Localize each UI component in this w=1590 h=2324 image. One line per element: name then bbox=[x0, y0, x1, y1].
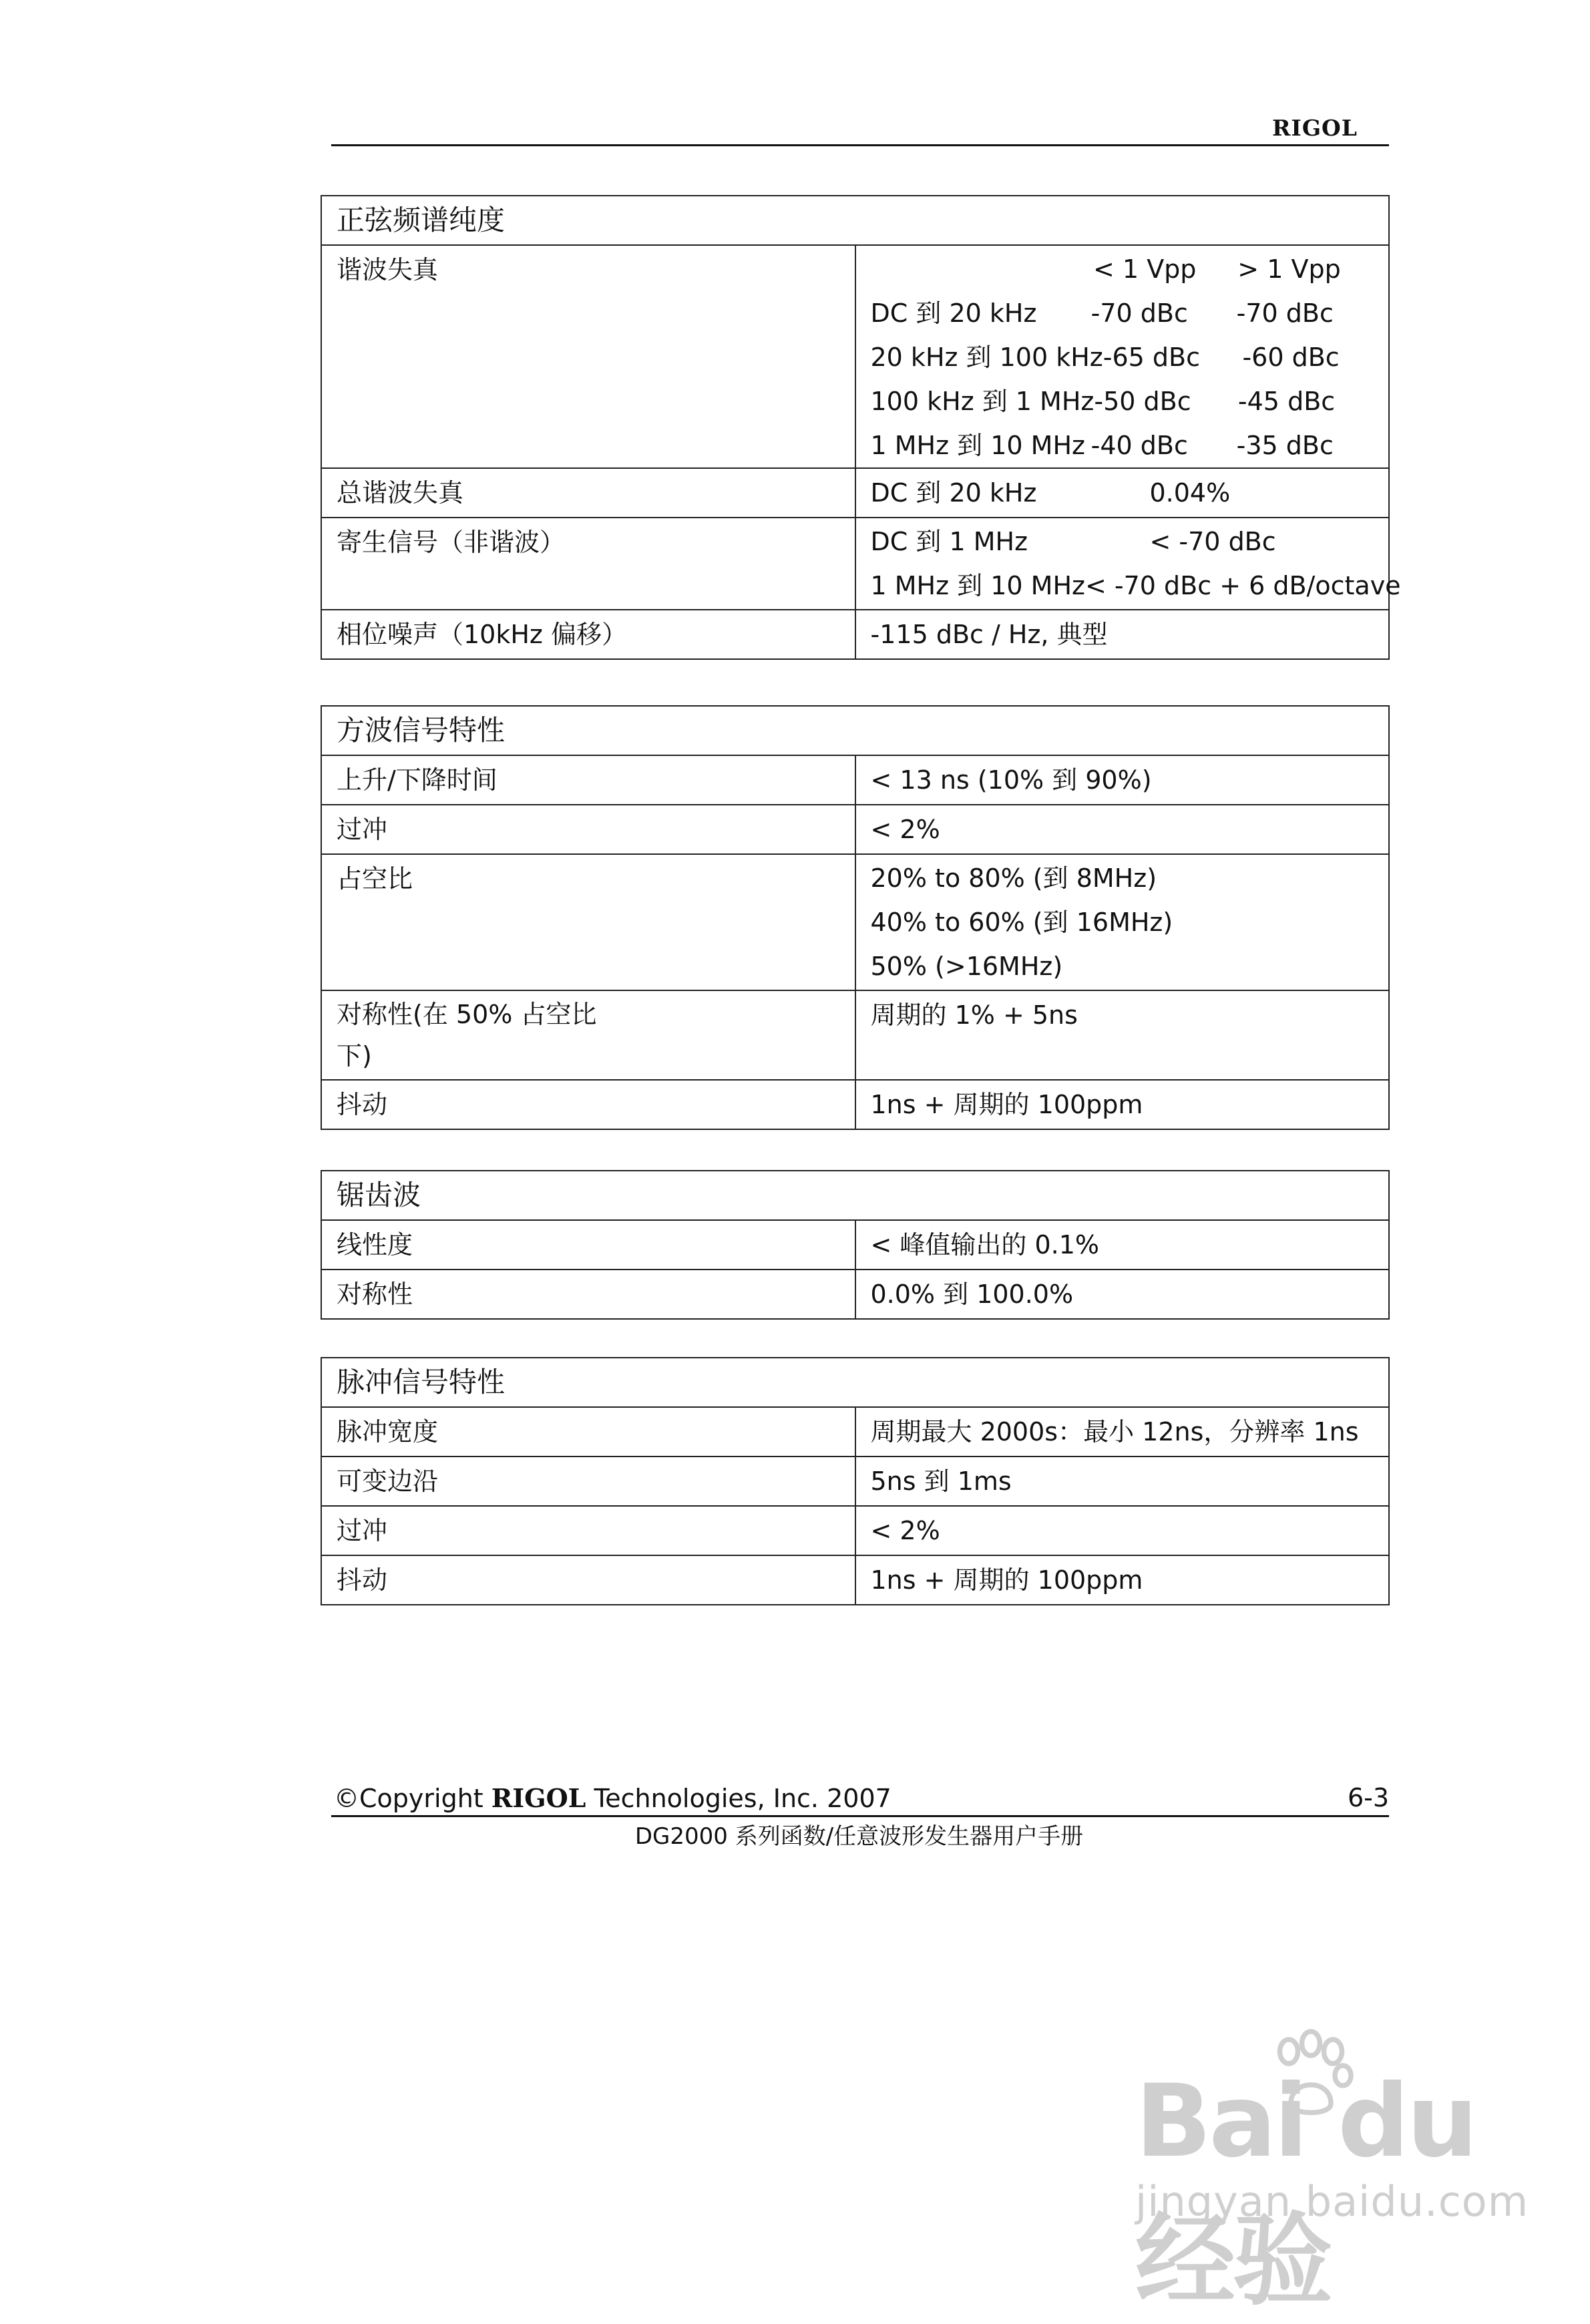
harmonic-distortion-label: 谐波失真 bbox=[321, 245, 855, 468]
copyright-brand: RIGOL bbox=[491, 1783, 586, 1813]
pulse-width-label: 脉冲宽度 bbox=[321, 1407, 855, 1457]
duty-cycle-label: 占空比 bbox=[321, 854, 855, 990]
ramp-symmetry-value: 0.0% 到 100.0% bbox=[855, 1270, 1390, 1319]
copyright-notice: ©Copyright RIGOL Technologies, Inc. 2007 bbox=[334, 1783, 891, 1813]
spurious-row: DC 到 1 MHz < -70 dBc bbox=[870, 527, 1276, 556]
table-title: 脉冲信号特性 bbox=[321, 1358, 1389, 1407]
duty-cycle-values: 20% to 80% (到 8MHz) 40% to 60% (到 16MHz) 50% (>16MHz) bbox=[855, 854, 1390, 990]
spurious-values bbox=[855, 518, 1401, 610]
square-wave-table bbox=[321, 705, 1390, 1130]
symmetry-label: 对称性(在 50% 占空比 下) bbox=[321, 990, 855, 1080]
ramp-table bbox=[321, 1170, 1390, 1320]
linearity-value: < 峰值输出的 0.1% bbox=[855, 1220, 1390, 1270]
overshoot-label: 过冲 bbox=[321, 805, 855, 854]
sine-spectral-purity-table bbox=[321, 195, 1401, 660]
table-title: 方波信号特性 bbox=[321, 706, 1389, 755]
pulse-jitter-value: 1ns + 周期的 100ppm bbox=[855, 1555, 1390, 1605]
phase-noise-value: -115 dBc / Hz, 典型 bbox=[855, 610, 1390, 659]
thd-label: 总谐波失真 bbox=[321, 468, 855, 518]
watermark-site: jingyan.baidu.com bbox=[1135, 2177, 1529, 2226]
harmonic-row: 20 kHz 到 100 kHz -65 dBc -60 dBc bbox=[870, 343, 1340, 372]
pulse-overshoot-value: < 2% bbox=[855, 1506, 1390, 1555]
baidu-watermark bbox=[1135, 2023, 1549, 2319]
manual-title: DG2000 系列函数/任意波形发生器用户手册 bbox=[634, 1823, 1084, 1850]
harmonic-row: DC 到 20 kHz -70 dBc -70 dBc bbox=[870, 299, 1334, 328]
phase-noise-label: 相位噪声（10kHz 偏移） bbox=[321, 610, 855, 659]
footer-rule bbox=[331, 1815, 1389, 1817]
page-number: 6-3 bbox=[1348, 1783, 1390, 1812]
jitter-value: 1ns + 周期的 100ppm bbox=[855, 1080, 1390, 1129]
watermark-main: Bai du 经验 bbox=[1135, 2064, 1476, 2319]
table-title: 正弦频谱纯度 bbox=[321, 196, 1389, 245]
symmetry-value: 周期的 1% + 5ns bbox=[855, 990, 1390, 1080]
jitter-label: 抖动 bbox=[321, 1080, 855, 1129]
harmonic-distortion-values bbox=[855, 245, 1390, 468]
overshoot-value: < 2% bbox=[855, 805, 1390, 854]
spurious-row: 1 MHz 到 10 MHz < -70 dBc + 6 dB/octave bbox=[870, 571, 1401, 600]
pulse-overshoot-label: 过冲 bbox=[321, 1506, 855, 1555]
ramp-symmetry-label: 对称性 bbox=[321, 1270, 855, 1319]
rise-fall-value: < 13 ns (10% 到 90%) bbox=[855, 755, 1390, 805]
brand-header: RIGOL bbox=[1272, 115, 1358, 141]
harmonic-row: 100 kHz 到 1 MHz -50 dBc -45 dBc bbox=[870, 387, 1336, 416]
linearity-label: 线性度 bbox=[321, 1220, 855, 1270]
variable-edge-label: 可变边沿 bbox=[321, 1457, 855, 1506]
rise-fall-label: 上升/下降时间 bbox=[321, 755, 855, 805]
thd-value: DC 到 20 kHz 0.04% bbox=[855, 468, 1390, 518]
pulse-table bbox=[321, 1357, 1390, 1605]
spurious-label: 寄生信号（非谐波） bbox=[321, 518, 855, 610]
variable-edge-value: 5ns 到 1ms bbox=[855, 1457, 1390, 1506]
pulse-width-value: 周期最大 2000s：最小 12ns，分辨率 1ns bbox=[855, 1407, 1390, 1457]
table-title: 锯齿波 bbox=[321, 1171, 1389, 1220]
harmonic-header-row: < 1 Vpp > 1 Vpp bbox=[1093, 254, 1341, 284]
pulse-jitter-label: 抖动 bbox=[321, 1555, 855, 1605]
harmonic-row: 1 MHz 到 10 MHz -40 dBc -35 dBc bbox=[870, 431, 1334, 460]
header-rule bbox=[331, 144, 1389, 146]
